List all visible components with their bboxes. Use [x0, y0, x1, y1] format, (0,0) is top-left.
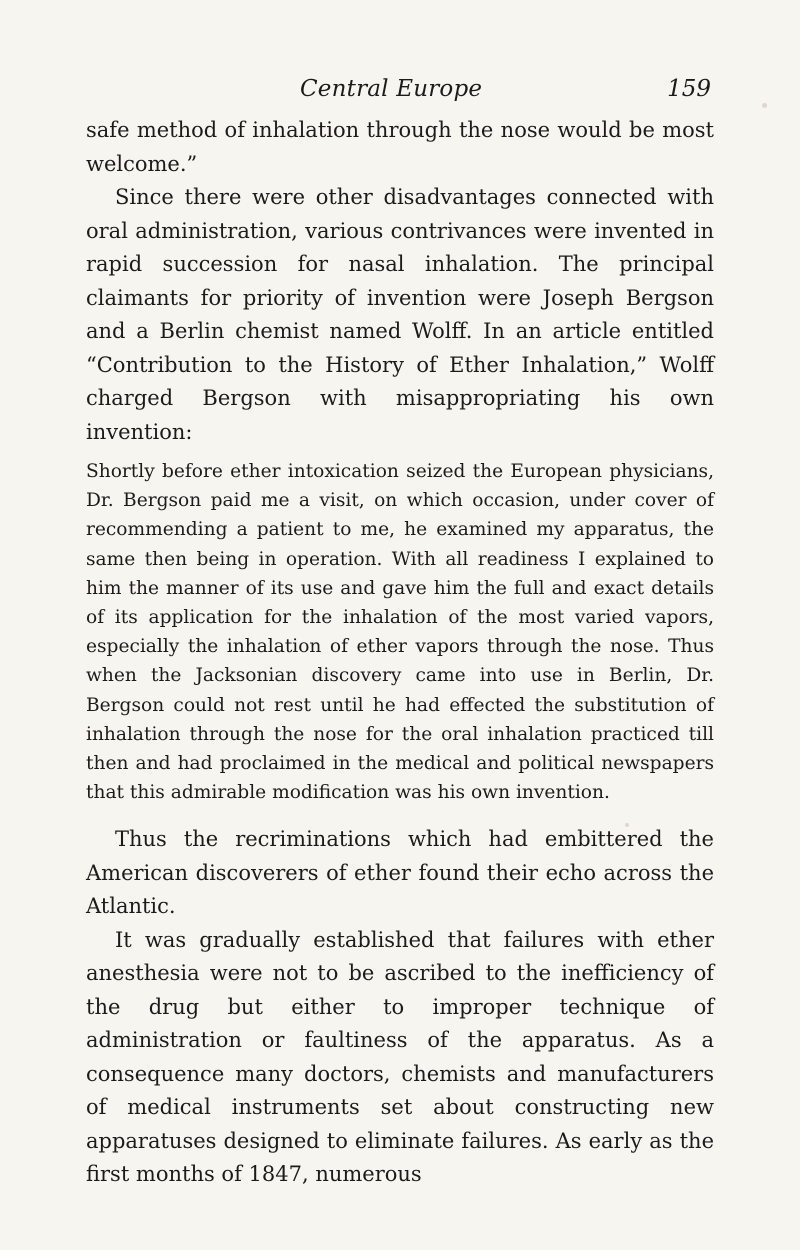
paper-speck	[625, 823, 629, 827]
body-paragraph-3: Thus the recriminations which had embittered the American discoverers of ether found their echo across the Atlantic.	[86, 827, 714, 919]
body-paragraph-1: safe method of inhalation through the nose would be most welcome.”	[86, 118, 714, 176]
running-title: Central Europe	[300, 76, 483, 102]
paper-speck	[762, 103, 767, 108]
page-number: 159	[667, 76, 711, 102]
body-paragraph-4: It was gradually established that failures with ether anesthesia were not to be ascribed to the inefficiency of the drug but either to improper technique of administration or faultiness of the apparatus. As a consequence many doctors, chemists and manufacturers of medical instruments set about constructing new apparatuses designed to eliminate failures. As early as the first months of 1847, numerous	[86, 927, 714, 1187]
block-quotation: Shortly before ether intoxication seized the European physicians, Dr. Bergson paid me a visit, on which occasion, under cover of recommending a patient to me, he examined my apparatus, the same then being in operation. With all readiness I explained to him the manner of its use and gave him the full and exact details of its application for the inhalation of the most varied vapors, especially the inhalation of ether vapors through the nose. Thus when the Jacksonian discovery came into use in Berlin, Dr. Bergson could not rest until he had effected the substitution of inhalation through the nose for the oral inhalation practiced till then and had proclaimed in the medical and political newspapers that this admirable modification was his own invention.	[86, 461, 714, 804]
running-header	[86, 70, 714, 114]
body-paragraph-2: Since there were other disadvantages connected with oral administration, various contrivances were invented in rapid succession for nasal inhalation. The principal claimants for priority of invention were Joseph Bergson and a Berlin chemist named Wolff. In an article entitled “Contribution to the History of Ether Inhalation,” Wolff charged Bergson with misappropriating his own invention:	[86, 185, 714, 444]
book-page	[86, 70, 714, 1192]
